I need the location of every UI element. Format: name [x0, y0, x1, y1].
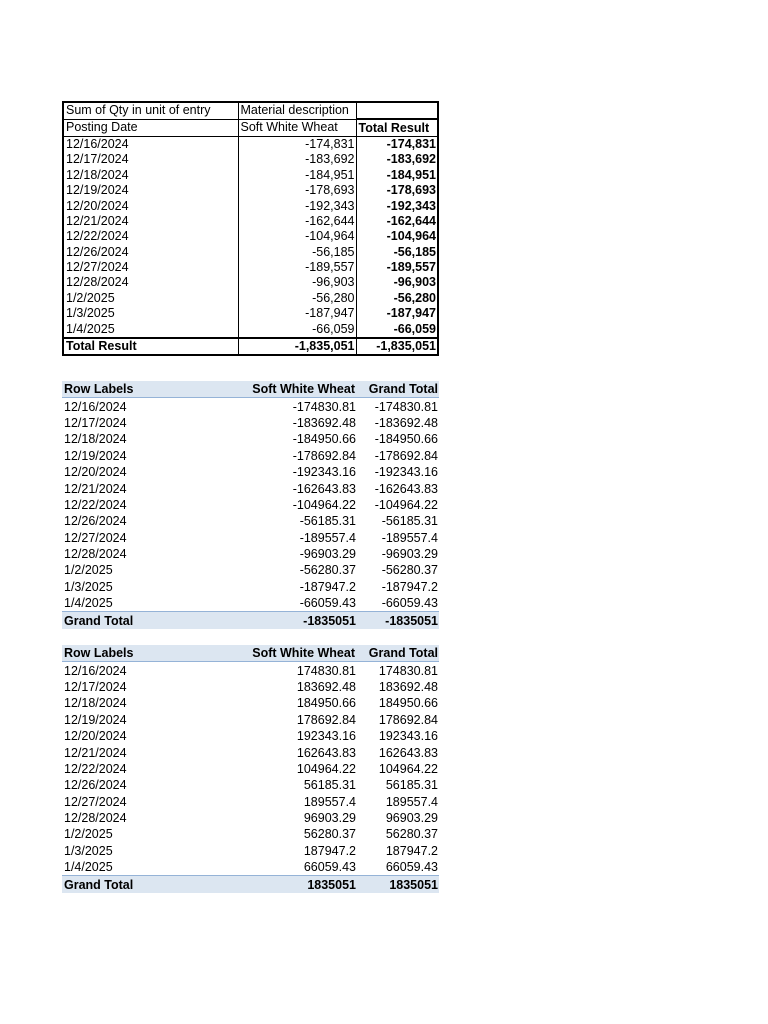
table-row: [63, 321, 438, 337]
date-cell: 1/4/2025: [64, 596, 113, 611]
value-cell: 162643.83: [296, 745, 356, 760]
value-cell: -178,693: [238, 183, 356, 198]
table-row: [62, 415, 439, 431]
dimension-label: Material description: [238, 102, 356, 119]
date-cell: 12/27/2024: [63, 260, 238, 275]
pivot-header-row: [62, 381, 439, 398]
table-row: [62, 843, 439, 859]
value-cell: -96,903: [238, 275, 356, 290]
value-cell: -56,280: [238, 291, 356, 306]
value-cell: -56185.31: [299, 514, 356, 529]
total-cell: -66059.43: [381, 596, 438, 611]
total-cell: -104964.22: [374, 497, 438, 512]
date-cell: 1/2/2025: [64, 563, 113, 578]
date-cell: 12/26/2024: [64, 778, 127, 793]
table-row: [62, 579, 439, 595]
total-cell: -178692.84: [374, 448, 438, 463]
total-cell: 174830.81: [378, 663, 438, 678]
value-cell: -174830.81: [292, 399, 356, 414]
value-cell: -96903.29: [299, 547, 356, 562]
value-cell: -189,557: [238, 260, 356, 275]
date-cell: 1/3/2025: [64, 579, 113, 594]
value-cell: -56280.37: [299, 563, 356, 578]
value-cell: -183692.48: [292, 415, 356, 430]
value-cell: 183692.48: [296, 679, 356, 694]
table-row: [62, 826, 439, 842]
table-row: [63, 198, 438, 213]
total-cell: -162,644: [356, 214, 438, 229]
date-cell: 12/28/2024: [63, 275, 238, 290]
table-row: [62, 744, 439, 760]
date-cell: 12/19/2024: [64, 712, 127, 727]
total-value: -1,835,051: [238, 338, 356, 355]
table-row: [63, 291, 438, 306]
value-cell: -66,059: [238, 321, 356, 337]
date-cell: 12/18/2024: [63, 168, 238, 183]
table-row: [63, 168, 438, 183]
table-row: [63, 152, 438, 167]
date-cell: 12/27/2024: [64, 794, 127, 809]
table-row: [62, 530, 439, 546]
value-cell: -184950.66: [292, 432, 356, 447]
value-cell: -184,951: [238, 168, 356, 183]
date-cell: 12/28/2024: [64, 547, 127, 562]
table-row: [63, 306, 438, 321]
soft-white-wheat-header: Soft White Wheat: [238, 119, 356, 136]
total-cell: 66059.43: [385, 860, 438, 875]
total-label: Grand Total: [62, 876, 237, 893]
total-row: [62, 612, 439, 629]
table-row: [62, 695, 439, 711]
date-cell: 12/22/2024: [64, 761, 127, 776]
total-cell: 56185.31: [385, 778, 438, 793]
value-cell: 104964.22: [296, 761, 356, 776]
table-row: [63, 275, 438, 290]
value-cell: -192343.16: [292, 465, 356, 480]
total-cell: 178692.84: [378, 712, 438, 727]
value-cell: 187947.2: [303, 843, 356, 858]
total-cell: -56185.31: [381, 514, 438, 529]
table-row: [62, 431, 439, 447]
date-cell: 12/26/2024: [64, 514, 127, 529]
total-cell: -184950.66: [374, 432, 438, 447]
table-row: [62, 595, 439, 612]
total-cell: -184,951: [356, 168, 438, 183]
posting-date-header: Posting Date: [63, 119, 238, 136]
total-cell: -174830.81: [374, 399, 438, 414]
value-cell: -183,692: [238, 152, 356, 167]
table-row: [62, 859, 439, 876]
total-cell: -178,693: [356, 183, 438, 198]
pivot-header-row: [62, 645, 439, 662]
table-row: [62, 810, 439, 826]
soft-white-wheat-header: Soft White Wheat: [237, 381, 357, 398]
table-row: [62, 480, 439, 496]
total-cell: 183692.48: [378, 679, 438, 694]
grand-total-header: Grand Total: [357, 645, 439, 662]
value-cell: -187947.2: [299, 579, 356, 594]
date-cell: 1/2/2025: [63, 291, 238, 306]
total-cell: 189557.4: [385, 794, 438, 809]
date-cell: 12/20/2024: [63, 198, 238, 213]
total-label: Grand Total: [62, 612, 237, 629]
date-cell: 12/21/2024: [64, 745, 127, 760]
total-value: -1835051: [237, 612, 357, 629]
date-cell: 12/17/2024: [63, 152, 238, 167]
result-table-header-row: [63, 102, 438, 119]
total-cell: -56,280: [356, 291, 438, 306]
date-cell: 12/26/2024: [63, 245, 238, 260]
date-cell: 12/16/2024: [64, 663, 127, 678]
value-cell: 56280.37: [303, 827, 356, 842]
total-cell: -56,185: [356, 245, 438, 260]
row-labels-header[interactable]: Row Labels: [62, 381, 237, 398]
total-cell: -174,831: [356, 136, 438, 152]
value-cell: -162,644: [238, 214, 356, 229]
date-cell: 12/27/2024: [64, 530, 127, 545]
total-cell: -189,557: [356, 260, 438, 275]
table-row: [62, 398, 439, 415]
value-cell: 189557.4: [303, 794, 356, 809]
table-row: [62, 497, 439, 513]
total-cell: 56280.37: [385, 827, 438, 842]
total-grand: -1,835,051: [356, 338, 438, 355]
pivot-table-positive: [62, 645, 439, 893]
date-cell: 12/16/2024: [63, 136, 238, 152]
total-cell: -66,059: [356, 321, 438, 337]
total-cell: -192,343: [356, 198, 438, 213]
table-row: [62, 448, 439, 464]
total-cell: -183692.48: [374, 415, 438, 430]
pivot-table-negative: [62, 381, 439, 629]
total-cell: -189557.4: [381, 530, 438, 545]
table-row: [63, 229, 438, 244]
date-cell: 1/3/2025: [64, 843, 113, 858]
result-table: [62, 101, 439, 356]
date-cell: 12/17/2024: [64, 415, 127, 430]
table-row: [62, 546, 439, 562]
total-cell: -187947.2: [381, 579, 438, 594]
total-cell: -96,903: [356, 275, 438, 290]
value-cell: 192343.16: [296, 729, 356, 744]
total-cell: -96903.29: [381, 547, 438, 562]
table-row: [62, 562, 439, 578]
value-cell: 184950.66: [296, 696, 356, 711]
date-cell: 12/22/2024: [64, 497, 127, 512]
value-cell: -174,831: [238, 136, 356, 152]
table-row: [62, 513, 439, 529]
total-cell: 184950.66: [378, 696, 438, 711]
total-row: [62, 876, 439, 893]
measure-label: Sum of Qty in unit of entry: [63, 102, 238, 119]
total-cell: -56280.37: [381, 563, 438, 578]
table-row: [62, 777, 439, 793]
table-row: [63, 214, 438, 229]
table-row: [62, 761, 439, 777]
date-cell: 12/19/2024: [63, 183, 238, 198]
date-cell: 1/2/2025: [64, 827, 113, 842]
value-cell: 66059.43: [303, 860, 356, 875]
total-row: [63, 338, 438, 355]
value-cell: 174830.81: [296, 663, 356, 678]
value-cell: -189557.4: [299, 530, 356, 545]
total-cell: 104964.22: [378, 761, 438, 776]
date-cell: 1/4/2025: [63, 321, 238, 337]
date-cell: 12/17/2024: [64, 679, 127, 694]
total-grand: -1835051: [357, 612, 439, 629]
total-result-header: Total Result: [356, 119, 438, 136]
date-cell: 12/21/2024: [64, 481, 127, 496]
total-grand: 1835051: [357, 876, 439, 893]
table-row: [62, 679, 439, 695]
soft-white-wheat-header: Soft White Wheat: [237, 645, 357, 662]
total-cell: -104,964: [356, 229, 438, 244]
total-cell: 162643.83: [378, 745, 438, 760]
value-cell: -162643.83: [292, 481, 356, 496]
date-cell: 1/4/2025: [64, 860, 113, 875]
date-cell: 12/20/2024: [64, 729, 127, 744]
empty-header-cell: [356, 102, 438, 119]
value-cell: 56185.31: [303, 778, 356, 793]
table-row: [63, 183, 438, 198]
total-cell: -162643.83: [374, 481, 438, 496]
value-cell: -192,343: [238, 198, 356, 213]
total-cell: 192343.16: [378, 729, 438, 744]
value-cell: -56,185: [238, 245, 356, 260]
value-cell: -178692.84: [292, 448, 356, 463]
result-table-subheader-row: [63, 119, 438, 136]
value-cell: 96903.29: [303, 811, 356, 826]
total-cell: 96903.29: [385, 811, 438, 826]
total-cell: -183,692: [356, 152, 438, 167]
table-row: [62, 712, 439, 728]
table-row: [62, 728, 439, 744]
date-cell: 12/21/2024: [63, 214, 238, 229]
table-row: [63, 136, 438, 152]
total-cell: -187,947: [356, 306, 438, 321]
date-cell: 12/18/2024: [64, 432, 127, 447]
grand-total-header: Grand Total: [357, 381, 439, 398]
total-cell: 187947.2: [385, 843, 438, 858]
total-label: Total Result: [63, 338, 238, 355]
table-row: [63, 245, 438, 260]
date-cell: 12/19/2024: [64, 448, 127, 463]
table-row: [62, 662, 439, 679]
value-cell: -66059.43: [299, 596, 356, 611]
total-value: 1835051: [237, 876, 357, 893]
date-cell: 12/22/2024: [63, 229, 238, 244]
value-cell: 178692.84: [296, 712, 356, 727]
row-labels-header[interactable]: Row Labels: [62, 645, 237, 662]
date-cell: 12/18/2024: [64, 696, 127, 711]
table-row: [62, 464, 439, 480]
table-row: [62, 794, 439, 810]
table-row: [63, 260, 438, 275]
date-cell: 12/16/2024: [64, 399, 127, 414]
value-cell: -104964.22: [292, 497, 356, 512]
value-cell: -104,964: [238, 229, 356, 244]
date-cell: 12/28/2024: [64, 811, 127, 826]
date-cell: 1/3/2025: [63, 306, 238, 321]
date-cell: 12/20/2024: [64, 465, 127, 480]
value-cell: -187,947: [238, 306, 356, 321]
total-cell: -192343.16: [374, 465, 438, 480]
